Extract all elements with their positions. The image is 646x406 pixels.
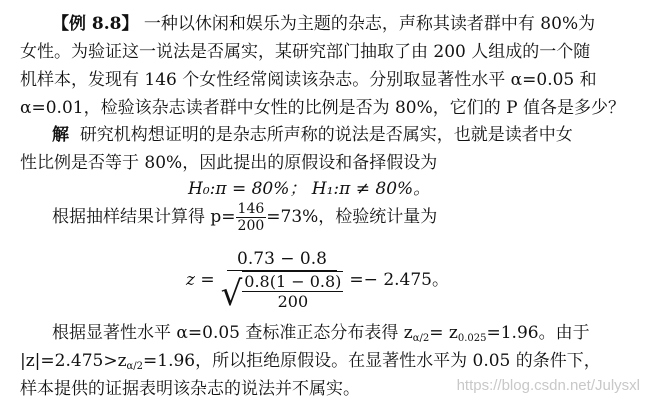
example-label: 【例 8.8】 — [52, 14, 139, 34]
text: 根据显著性水平 α=0.05 查标准正态分布表得 z — [52, 323, 413, 343]
z-formula — [186, 248, 449, 314]
example-line-4: α=0.01，检验该杂志读者群中女性的比例是否为 80%，它们的 P 值各是多少？ — [20, 98, 626, 118]
text: = z — [429, 323, 458, 343]
text: 研究机构想证明的是杂志所声称的说法是否属实，也就是读者中女 — [79, 125, 573, 145]
watermark: https://blog.csdn.net/Julysxl — [456, 377, 640, 394]
p-denominator: 200 — [237, 218, 265, 234]
radicand-numerator: 0.8(1 − 0.8) — [244, 272, 342, 291]
z-denominator — [220, 271, 344, 314]
p-numerator: 146 — [237, 201, 265, 217]
text: 根据抽样结果计算得 p= — [52, 207, 236, 227]
z-value: =− 2.475。 — [349, 269, 449, 290]
solution-line-3 — [52, 322, 590, 350]
solution-line-2: 性比例是否等于 80%，因此提出的原假设和备择假设为 — [20, 153, 438, 173]
z-label: z = — [186, 269, 215, 290]
example-line-2: 女性。为验证这一说法是否属实，某研究部门抽取了由 200 人组成的一个随 — [20, 42, 591, 62]
example-line-3: 机样本，发现有 146 个女性经常阅读该杂志。分别取显著性水平 α=0.05 和 — [20, 70, 597, 90]
radicand-denominator: 200 — [277, 292, 309, 311]
text: 一种以休闲和娱乐为主题的杂志，声称其读者群中有 80%为 — [143, 14, 596, 34]
text: |z|=2.475>z — [20, 351, 127, 371]
example-line-1 — [52, 13, 595, 35]
text: =73%，检验统计量为 — [266, 207, 438, 227]
sqrt-icon: √ — [220, 274, 243, 314]
z-numerator: 0.73 − 0.8 — [227, 248, 337, 271]
solution-line-5: 样本提供的证据表明该杂志的说法并不属实。 — [20, 379, 360, 399]
z-fraction — [220, 248, 344, 314]
sample-proportion-line — [52, 200, 437, 234]
hypotheses: H₀:π = 80%； H₁:π ≠ 80%。 — [188, 179, 431, 199]
radicand — [242, 271, 343, 311]
solution-line-1 — [52, 124, 573, 146]
subscript: α/2 — [126, 361, 144, 372]
p-fraction — [236, 201, 267, 234]
text: =1.96，所以拒绝原假设。在显著性水平为 0.05 的条件下， — [143, 351, 601, 371]
subscript: 0.025 — [457, 333, 487, 344]
subscript: α/2 — [412, 333, 430, 344]
solution-line-4 — [20, 350, 601, 378]
text: =1.96。由于 — [486, 323, 590, 343]
solution-label: 解 — [52, 125, 69, 145]
